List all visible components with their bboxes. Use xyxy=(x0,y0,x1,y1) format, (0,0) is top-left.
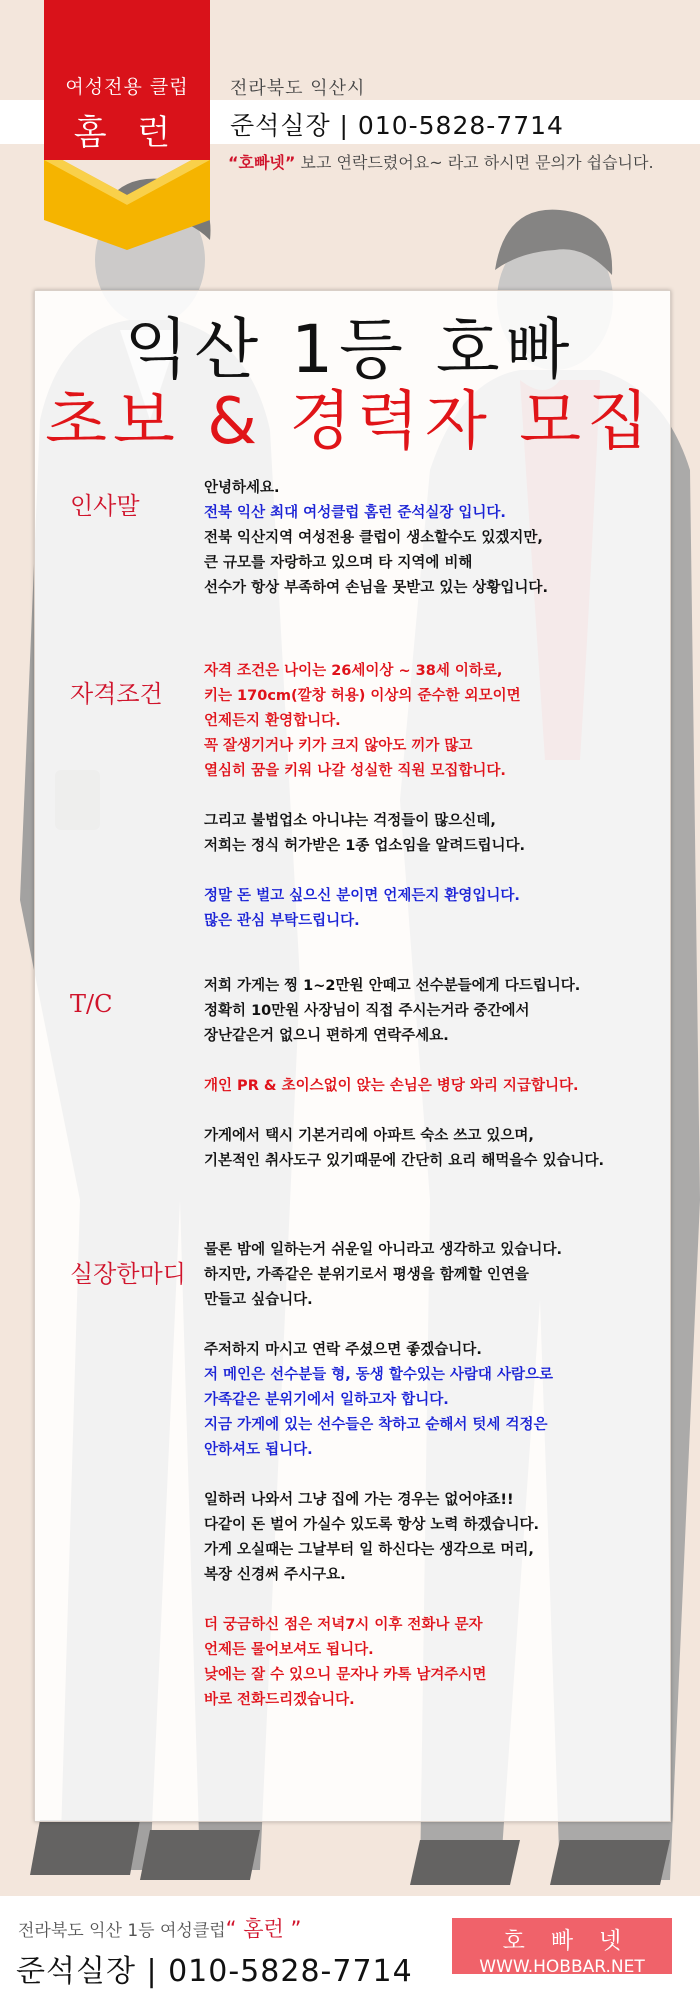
header-note xyxy=(228,150,654,173)
text-line: 복장 신경써 주시구요. xyxy=(204,1567,346,1583)
text-line: 안하셔도 됩니다. xyxy=(204,1442,313,1458)
text-line: 물론 밤에 일하는거 쉬운일 아니라고 생각하고 있습니다. xyxy=(204,1242,562,1258)
line-gap xyxy=(204,1588,674,1613)
page-title: 익산 1등 호빠 xyxy=(124,311,576,388)
text-line: 만들고 싶습니다. xyxy=(204,1292,313,1308)
footer-tagline xyxy=(18,1913,301,1943)
section-label-qualification: 자격조건 xyxy=(70,680,163,708)
text-line: 주저하지 마시고 연락 주셨으면 좋겠습니다. xyxy=(204,1342,482,1358)
section-qualification xyxy=(204,659,674,934)
text-line: 더 궁금하신 점은 저녁7시 이후 전화나 문자 xyxy=(204,1617,483,1633)
line-gap xyxy=(204,1099,674,1124)
footer-brand-link[interactable] xyxy=(452,1918,672,1977)
text-line: 큰 규모를 자랑하고 있으며 타 지역에 비해 xyxy=(204,555,473,571)
logo-subtitle: 여성전용 클럽 xyxy=(65,76,189,98)
text-line: 가게 오실때는 그날부터 일 하신다는 생각으로 머리, xyxy=(204,1542,534,1558)
text-line: 지금 가게에 있는 선수들은 착하고 순해서 텃세 걱정은 xyxy=(204,1417,548,1433)
line-gap xyxy=(204,784,674,809)
text-line: 키는 170cm(깔창 허용) 이상의 준수한 외모이면 xyxy=(204,688,521,704)
text-line: 그리고 불법업소 아니냐는 걱정들이 많으신데, xyxy=(204,813,496,829)
text-line: 낮에는 잘 수 있으니 문자나 카톡 남겨주시면 xyxy=(204,1667,487,1683)
section-closing xyxy=(204,1238,674,1713)
text-line: 많은 관심 부탁드립니다. xyxy=(204,913,360,929)
section-tc xyxy=(204,974,674,1174)
text-line: 다같이 돈 벌어 가실수 있도록 항상 노력 하겠습니다. xyxy=(204,1517,539,1533)
text-line: 안녕하세요. xyxy=(204,480,280,496)
text-line: 저희는 정식 허가받은 1종 업소임을 알려드립니다. xyxy=(204,838,525,854)
section-label-closing: 실장한마디 xyxy=(70,1260,186,1288)
text-line: 장난같은거 없으니 편하게 연락주세요. xyxy=(204,1028,449,1044)
text-line: 가게에서 택시 기본거리에 아파트 숙소 쓰고 있으며, xyxy=(204,1128,534,1144)
text-line: 가족같은 분위기에서 일하고자 합니다. xyxy=(204,1392,449,1408)
text-line: 전북 익산지역 여성전용 클럽이 생소할수도 있겠지만, xyxy=(204,530,543,546)
text-line: 일하러 나와서 그냥 집에 가는 경우는 없어야죠!! xyxy=(204,1492,514,1508)
footer-phone: 준석실장 | 010-5828-7714 xyxy=(16,1954,413,1989)
footer-tagline-text: 전라북도 익산 1등 여성클럽 xyxy=(18,1921,226,1941)
text-line: 저 메인은 선수분들 형, 동생 할수있는 사람대 사람으로 xyxy=(204,1367,553,1383)
text-line: 언제든지 환영합니다. xyxy=(204,713,341,729)
header-note-text: 보고 연락드렸어요~ 라고 하시면 문의가 쉽습니다. xyxy=(295,153,654,172)
text-line: 하지만, 가족같은 분위기로서 평생을 함께할 인연을 xyxy=(204,1267,529,1283)
line-gap xyxy=(204,1313,674,1338)
page-subtitle: 초보 & 경력자 모집 xyxy=(45,385,655,459)
logo-text xyxy=(44,0,210,154)
footer-club-name: “ 홈런 ” xyxy=(225,1917,302,1941)
text-line: 언제든 물어보셔도 됩니다. xyxy=(204,1642,374,1658)
footer-brand-name: 호빠넷 xyxy=(502,1928,648,1954)
line-gap xyxy=(204,1463,674,1488)
footer-brand-url: WWW.HOBBAR.NET xyxy=(479,1957,645,1977)
text-line: 정확히 10만원 사장님이 직접 주시는거라 중간에서 xyxy=(204,1003,530,1019)
header-region: 전라북도 익산시 xyxy=(230,78,366,99)
section-label-tc: T/C xyxy=(70,990,113,1018)
text-line: 저희 가게는 찡 1~2만원 안떼고 선수분들에게 다드립니다. xyxy=(204,978,581,994)
text-line: 선수가 항상 부족하여 손님을 못받고 있는 상황입니다. xyxy=(204,580,548,596)
text-line: 기본적인 취사도구 있기때문에 간단히 요리 해먹을수 있습니다. xyxy=(204,1153,604,1169)
text-line: 전북 익산 최대 여성클럽 홈런 준석실장 입니다. xyxy=(204,505,506,521)
header-note-highlight: “호빠넷” xyxy=(228,153,296,172)
text-line: 정말 돈 벌고 싶으신 분이면 언제든지 환영입니다. xyxy=(204,888,520,904)
logo-club-name: 홈 런 xyxy=(73,113,181,153)
line-gap xyxy=(204,859,674,884)
text-line: 꼭 잘생기거나 키가 크지 않아도 끼가 많고 xyxy=(204,738,473,754)
text-line: 열심히 꿈을 키워 나갈 성실한 직원 모집합니다. xyxy=(204,763,506,779)
header-phone: 준석실장 | 010-5828-7714 xyxy=(230,111,564,140)
text-line: 자격 조건은 나이는 26세이상 ~ 38세 이하로, xyxy=(204,663,503,679)
text-line: 바로 전화드리겠습니다. xyxy=(204,1692,355,1708)
section-greeting xyxy=(204,476,674,601)
section-label-greeting: 인사말 xyxy=(70,492,140,520)
line-gap xyxy=(204,1049,674,1074)
text-line: 개인 PR & 초이스없이 앉는 손님은 병당 와리 지급합니다. xyxy=(204,1078,579,1094)
